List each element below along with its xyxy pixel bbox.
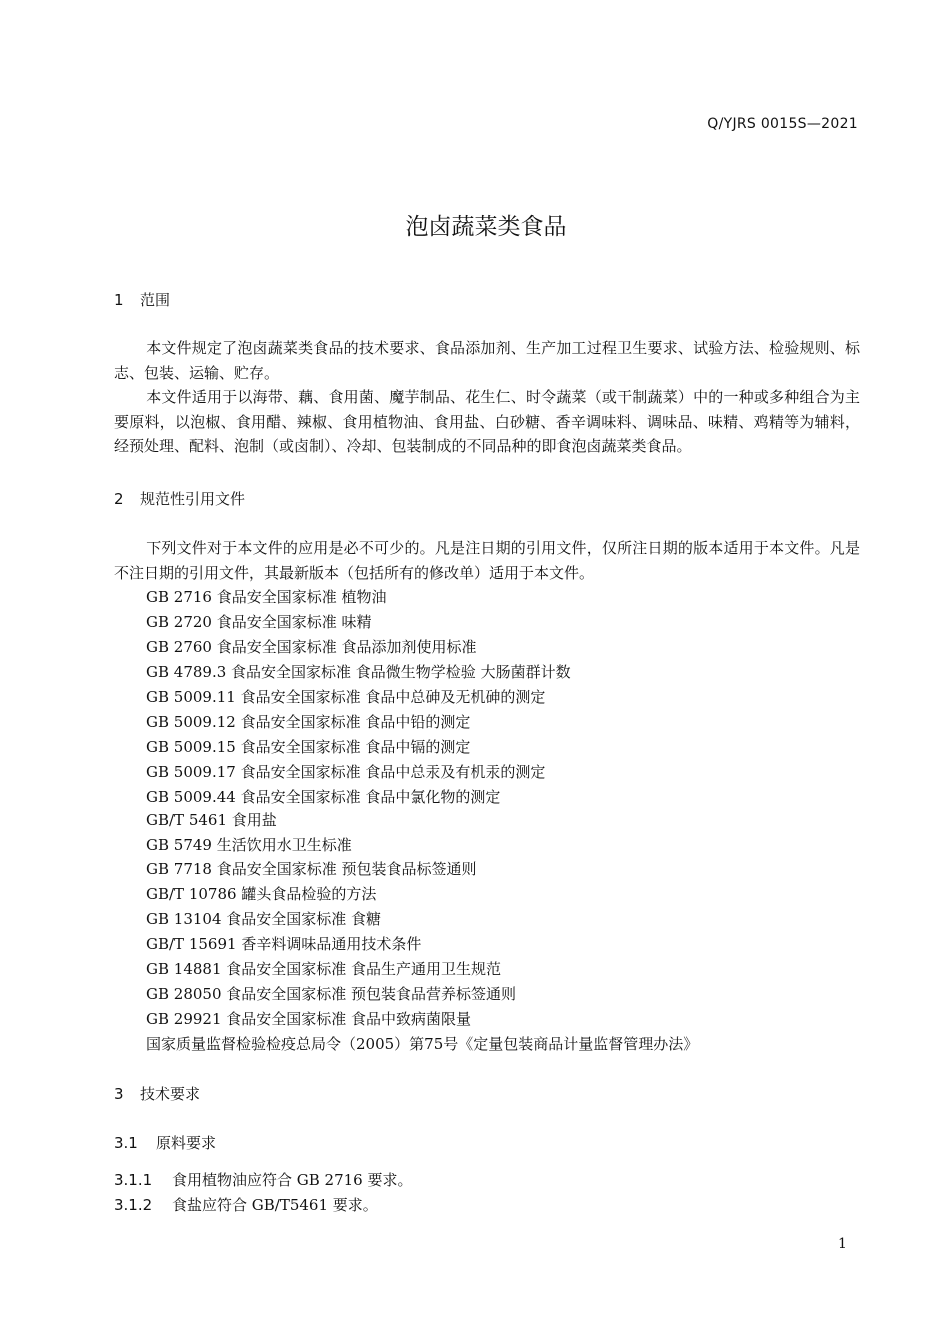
reference-item: GB/T 5461 食用盐 [146,811,277,829]
document-code: Q/YJRS 0015S—2021 [707,116,858,132]
subsection-3-1-heading [114,1132,216,1153]
section-1-heading [114,289,170,310]
section-title: 技术要求 [140,1085,201,1103]
section-title: 规范性引用文件 [140,490,246,508]
subsection-number: 3.1 [114,1134,138,1152]
paragraph-text: 本文件适用于以海带、藕、食用菌、魔芋制品、花生仁、时令蔬菜（或干制蔬菜）中的一种或多种组合为主要原料，以泡椒、食用醋、辣椒、食用植物油、食用盐、白砂糖、香辛调味料、调味品、味精、鸡精等为辅料，经预处理、配料、泡制（或卤制）、冷却、包装制成的不同品种的即食泡卤蔬菜类食品。 [114,388,860,455]
clause-number: 3.1.1 [114,1171,153,1189]
section-2-heading [114,488,245,509]
reference-item: GB/T 10786 罐头食品检验的方法 [146,885,377,903]
reference-item: GB 5009.17 食品安全国家标准 食品中总汞及有机汞的测定 [146,763,546,781]
reference-item: GB 7718 食品安全国家标准 预包装食品标签通则 [146,860,477,878]
reference-item: GB 2720 食品安全国家标准 味精 [146,613,372,631]
paragraph-text: 下列文件对于本文件的应用是必不可少的。凡是注日期的引用文件，仅所注日期的版本适用于本文件。凡是不注日期的引用文件，其最新版本（包括所有的修改单）适用于本文件。 [114,539,860,582]
reference-item: GB 2760 食品安全国家标准 食品添加剂使用标准 [146,638,477,656]
reference-item: GB 28050 食品安全国家标准 预包装食品营养标签通则 [146,985,517,1003]
subsection-title: 原料要求 [156,1134,217,1152]
reference-item: GB 4789.3 食品安全国家标准 食品微生物学检验 大肠菌群计数 [146,663,571,681]
page-number: 1 [838,1236,847,1252]
reference-item: GB 2716 食品安全国家标准 植物油 [146,588,387,606]
clause-text: 食用植物油应符合 GB 2716 要求。 [172,1171,413,1189]
clause-3-1-2 [114,1194,378,1215]
section-1-paragraph-1 [114,336,860,385]
paragraph-text: 本文件规定了泡卤蔬菜类食品的技术要求、食品添加剂、生产加工过程卫生要求、试验方法、检验规则、标志、包装、运输、贮存。 [114,339,860,382]
reference-item: 国家质量监督检验检疫总局令（2005）第75号《定量包装商品计量监督管理办法》 [146,1035,699,1053]
section-number: 2 [114,490,124,508]
clause-number: 3.1.2 [114,1196,153,1214]
section-1-paragraph-2 [114,385,860,459]
reference-item: GB 29921 食品安全国家标准 食品中致病菌限量 [146,1010,472,1028]
section-number: 1 [114,291,124,309]
clause-text: 食盐应符合 GB/T5461 要求。 [172,1196,378,1214]
section-3-heading [114,1083,200,1104]
reference-item: GB 5009.15 食品安全国家标准 食品中镉的测定 [146,738,471,756]
section-number: 3 [114,1085,124,1103]
reference-item: GB 5749 生活饮用水卫生标准 [146,836,352,854]
section-title: 范围 [140,291,171,309]
clause-3-1-1 [114,1169,413,1190]
reference-item: GB/T 15691 香辛料调味品通用技术条件 [146,935,422,953]
reference-item: GB 14881 食品安全国家标准 食品生产通用卫生规范 [146,960,502,978]
reference-item: GB 5009.11 食品安全国家标准 食品中总砷及无机砷的测定 [146,688,546,706]
reference-item: GB 5009.12 食品安全国家标准 食品中铅的测定 [146,713,471,731]
reference-item: GB 13104 食品安全国家标准 食糖 [146,910,382,928]
document-title: 泡卤蔬菜类食品 [405,214,567,240]
reference-item: GB 5009.44 食品安全国家标准 食品中氯化物的测定 [146,788,501,806]
section-2-intro [114,536,860,585]
